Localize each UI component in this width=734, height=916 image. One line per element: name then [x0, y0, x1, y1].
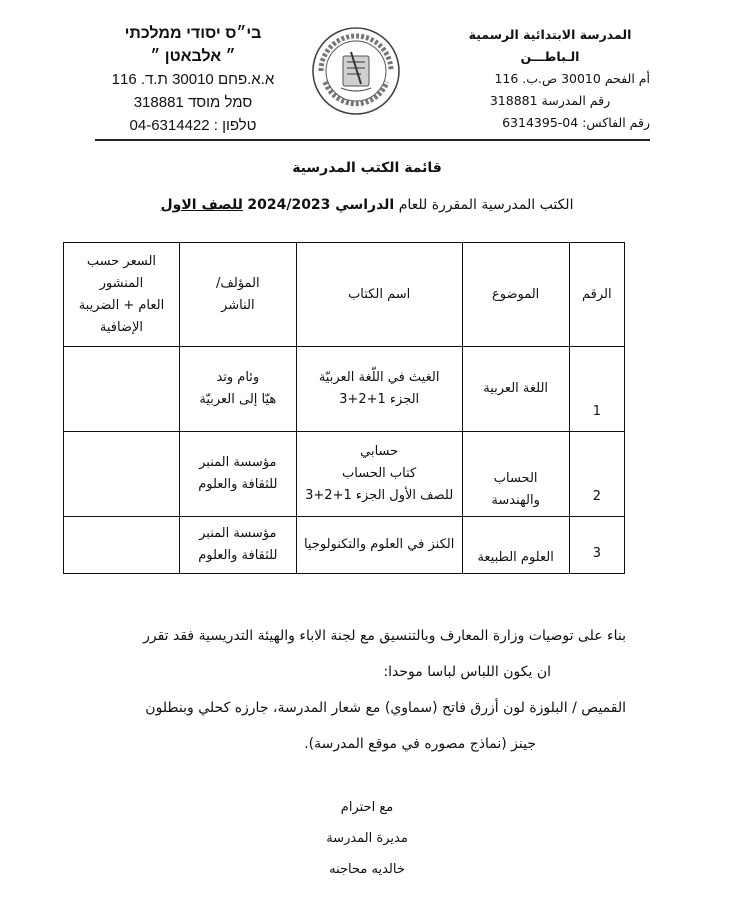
table-row — [64, 432, 625, 517]
arabic-school-code: رقم المدرسة 318881 — [489, 93, 611, 108]
row-subject — [462, 517, 569, 574]
row-author-line1: مؤسسة المنبر — [199, 526, 277, 541]
hebrew-school-subname: ״ אלבאטן ״ — [150, 48, 236, 65]
notice-line2: ان يكون اللباس لباسا موحدا: — [383, 664, 551, 680]
hebrew-address: א.א.פחם 30010 ת.ד. 116 — [111, 71, 275, 88]
row-author-line1: وئام وتد — [216, 370, 260, 385]
uniform-notice — [70, 618, 626, 762]
arabic-fax: رقم الفاكس: 04-6314395 — [502, 115, 650, 130]
header-subject: الموضوع — [462, 243, 569, 347]
row-author — [179, 432, 296, 517]
arabic-header — [450, 24, 650, 134]
row-author-line1: مؤسسة المنبر — [199, 455, 277, 470]
row-price — [64, 432, 180, 517]
row-subject — [462, 432, 569, 517]
row-author-line2: هيّا إلى العربيّة — [199, 392, 277, 407]
header-book: اسم الكتاب — [296, 243, 462, 347]
header-author-line1: المؤلف/ — [216, 275, 260, 291]
signature-name: خالديه محاجنه — [329, 862, 405, 877]
row-subject-line2: والهندسة — [491, 493, 540, 508]
row-num: 1 — [569, 347, 624, 432]
header-divider — [95, 139, 650, 141]
table-row — [64, 517, 625, 574]
hebrew-school-code: סמל מוסד 318881 — [133, 94, 253, 111]
hebrew-phone: טלפון : 04-6314422 — [129, 117, 257, 134]
signature-regards: مع احترام — [340, 800, 394, 815]
row-book-line2: الجزء 1+2+3 — [339, 392, 420, 407]
row-subject-line1: الحساب — [493, 471, 538, 486]
signature-block — [0, 792, 734, 885]
row-num: 2 — [569, 432, 624, 517]
subtitle-part1: الكتب المدرسية المقررة للعام — [398, 197, 574, 213]
notice-line4: جينز (نماذج مصوره في موقع المدرسة). — [304, 736, 536, 752]
row-book-line1: الكنز في العلوم والتكنولوجيا — [303, 537, 455, 552]
row-author — [179, 347, 296, 432]
arabic-school-name: المدرسة الابتدائية الرسمية — [468, 27, 632, 42]
notice-line3: القميص / البلوزة لون أزرق فاتح (سماوي) مع شعار المدرسة، جارزه كحلي وبنطلون — [145, 700, 626, 716]
header-author-line2: الناشر — [221, 297, 255, 313]
notice-line1: بناء على توصيات وزارة المعارف وبالتنسيق مع لجنة الاباء والهيئة التدريسية فقد تقرر — [143, 628, 626, 644]
hebrew-school-name: בי״ס יסודי ממלכתי — [124, 25, 262, 42]
header-price-line4: الإضافية — [99, 319, 144, 335]
header-author — [179, 243, 296, 347]
row-author-line2: للثقافة والعلوم — [198, 477, 278, 492]
row-author-line2: للثقافة والعلوم — [198, 548, 278, 563]
header-price-line1: السعر حسب — [86, 253, 157, 269]
row-book-line1: الغيث في اللّغة العربيّة — [318, 370, 440, 385]
row-book-line3: للصف الأول الجزء 1+2+3 — [305, 488, 454, 503]
table-header-row — [64, 243, 625, 347]
header-num: الرقم — [569, 243, 624, 347]
hebrew-header — [95, 22, 291, 137]
arabic-address: أم الفحم 30010 ص.ب. 116 — [494, 71, 650, 86]
arabic-school-subname: الـباطـــن — [520, 49, 580, 64]
row-price — [64, 517, 180, 574]
row-book-line2: كتاب الحساب — [342, 466, 417, 481]
header-price-line3: العام + الضريبة — [78, 297, 165, 313]
table-row — [64, 347, 625, 432]
subtitle-part3: للصف الاول — [160, 197, 243, 213]
subtitle-part2: الدراسي 2024/2023 — [247, 197, 395, 213]
school-seal-logo — [311, 26, 401, 116]
signature-role: مديرة المدرسة — [326, 831, 408, 846]
document-subtitle — [0, 197, 734, 213]
row-price — [64, 347, 180, 432]
row-book — [296, 432, 462, 517]
row-book — [296, 517, 462, 574]
row-subject-line1: اللغة العربية — [483, 381, 549, 396]
row-book — [296, 347, 462, 432]
books-table — [63, 242, 625, 574]
header-price-line2: المنشور — [99, 275, 144, 291]
header-price — [64, 243, 180, 347]
row-author — [179, 517, 296, 574]
row-subject — [462, 347, 569, 432]
row-book-line1: حسابي — [360, 444, 399, 459]
document-title: قائمة الكتب المدرسية — [292, 160, 442, 176]
row-num: 3 — [569, 517, 624, 574]
row-subject-line1: العلوم الطبيعة — [477, 550, 554, 565]
